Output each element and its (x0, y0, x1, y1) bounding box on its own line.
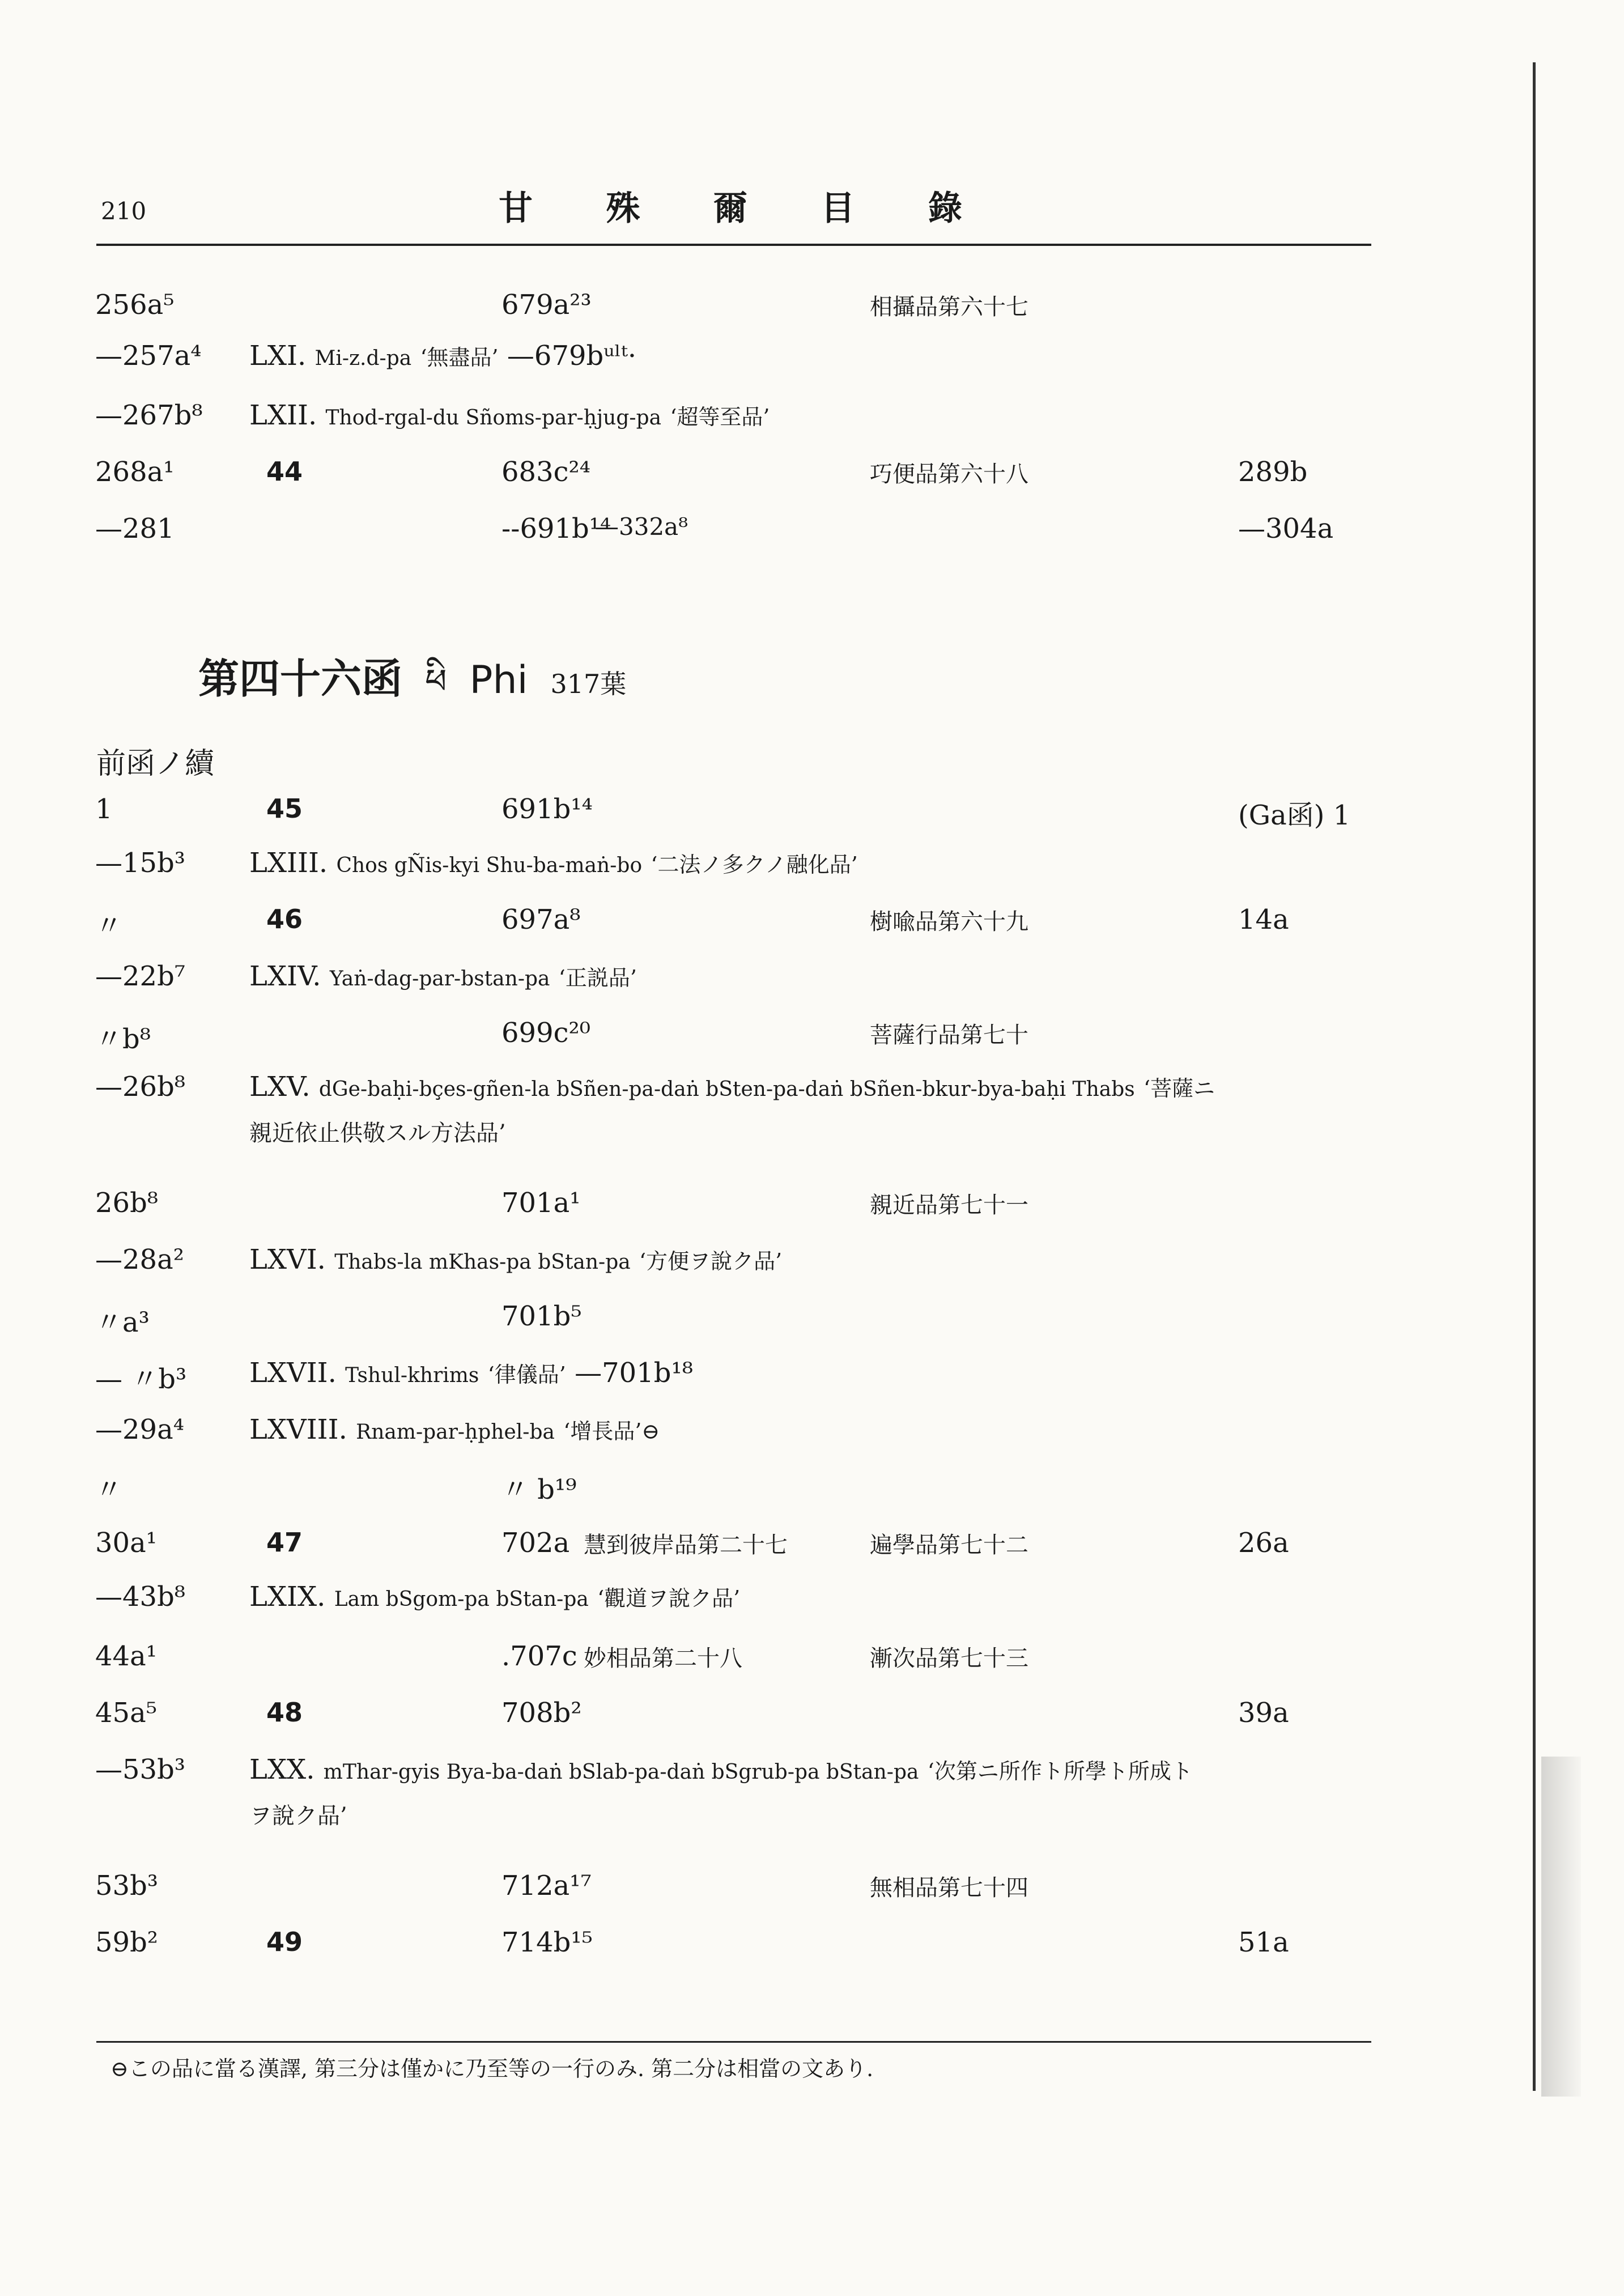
folio-ref: —43b⁸ (95, 1581, 186, 1613)
folio-ref: 45a⁵ (95, 1697, 157, 1729)
table-row (0, 1357, 1624, 1402)
japanese-title: ‘觀道ヲ說ク品’ (597, 1586, 741, 1611)
section-title: 第四十六函 (198, 655, 403, 703)
roman-numeral: LXIX. (249, 1581, 326, 1613)
chapter-entry (249, 847, 858, 879)
chapter-entry (249, 960, 637, 992)
roman-numeral: LXX. (249, 1754, 315, 1785)
section-leaves: 317葉 (550, 669, 627, 699)
second-ref: —332a⁸ (595, 513, 688, 541)
japanese-title: ‘次第ニ所作ト所學ト所成ト (927, 1759, 1193, 1784)
running-title-char: 目 (820, 189, 856, 228)
footnote-rule (96, 2041, 1371, 2043)
volume-number: 45 (266, 793, 303, 824)
table-row (0, 904, 1624, 949)
volume-number: 49 (266, 1927, 303, 1957)
folio-ref: 1 (95, 793, 113, 825)
taisho-ref: 701a¹ (501, 1187, 581, 1219)
folio-ref: 〃 (95, 910, 123, 942)
chapter-entry (249, 399, 770, 431)
table-row (0, 289, 1624, 334)
chinese-chapter: 親近品第七十一 (870, 1192, 1028, 1218)
inline-ref: —701b¹⁸ (575, 1357, 693, 1389)
table-row (0, 1468, 1624, 1513)
tibetan-title: Mi-z.d-pa (314, 347, 412, 370)
tibetan-title: Rnam-par-ḥphel-ba (356, 1421, 555, 1444)
taisho-ref: .707c (501, 1640, 577, 1672)
taisho-ref: 679a²³ (501, 289, 592, 321)
tibetan-title: Lam bSgom-pa bStan-pa (334, 1588, 589, 1611)
folio-ref: —53b³ (95, 1754, 186, 1785)
taisho-ref: 683c²⁴ (501, 456, 590, 488)
folio-ref: 〃a³ (95, 1307, 150, 1338)
folio-ref: —15b³ (95, 847, 186, 879)
chinese-chapter: 菩薩行品第七十 (870, 1022, 1028, 1048)
taisho-ref: 712a¹⁷ (501, 1870, 592, 1902)
section-subheading: 前函ノ續 (96, 747, 215, 781)
folio-ref: —267b⁸ (95, 399, 203, 431)
table-row (0, 399, 1624, 445)
running-title-char: 錄 (928, 189, 963, 228)
volume-number: 47 (266, 1527, 303, 1558)
taisho-ref: 714b¹⁵ (501, 1927, 593, 1958)
roman-numeral: LXI. (249, 340, 307, 372)
table-row (0, 1640, 1624, 1686)
tibetan-letter: ཕི (425, 662, 447, 701)
chapter-entry (249, 1244, 782, 1275)
table-row (0, 1017, 1624, 1062)
tibetan-title: Tshul-khrims (345, 1364, 479, 1387)
folio-ref: —281 (95, 513, 175, 545)
folio-ref: 53b³ (95, 1870, 159, 1902)
volume-number: 48 (266, 1697, 303, 1728)
roman-numeral: LXVII. (249, 1357, 337, 1389)
table-row (0, 793, 1624, 839)
table-row (0, 847, 1624, 892)
section-code: Phi (469, 658, 528, 703)
taisho-ref: 691b¹⁴ (501, 793, 593, 825)
footnote: ⊖この品に當る漢譯, 第三分は僅かに乃至等の一行のみ. 第二分は相當の文あり. (110, 2056, 874, 2081)
tibetan-title: dGe-baḥi-bçes-gñen-la bSñen-pa-daṅ bSten-pa-daṅ bSñen-bkur-bya-baḥi Thabs (318, 1078, 1135, 1101)
volume-number: 44 (266, 456, 303, 487)
table-row (0, 960, 1624, 1006)
roman-numeral: LXVI. (249, 1244, 326, 1275)
table-row (0, 1754, 1624, 1829)
chapter-entry (249, 1357, 693, 1389)
roman-numeral: LXV. (249, 1071, 311, 1103)
running-title-char: 殊 (606, 189, 641, 228)
third-ref: 14a (1238, 904, 1289, 936)
continuation-line: ヲ說ク品’ (249, 1803, 347, 1829)
folio-ref: 26b⁸ (95, 1187, 159, 1219)
table-row (0, 1927, 1624, 1972)
taisho-ref: 699c²⁰ (501, 1017, 590, 1049)
japanese-title: ‘超等至品’ (670, 405, 770, 430)
roman-numeral: LXVIII. (249, 1414, 347, 1445)
table-row (0, 1870, 1624, 1915)
running-title (499, 181, 963, 230)
section-heading (198, 643, 626, 739)
japanese-title: ‘律儀品’ (487, 1362, 566, 1387)
table-row (0, 513, 1624, 558)
folio-ref: —22b⁷ (95, 960, 186, 992)
chinese-chapter-b: 漸次品第七十三 (870, 1646, 1028, 1672)
table-row (0, 1071, 1624, 1146)
roman-numeral: LXIII. (249, 847, 328, 879)
tibetan-title: Yaṅ-dag-par-bstan-pa (329, 967, 550, 990)
chapter-entry (249, 1414, 660, 1445)
third-ref: 26a (1238, 1527, 1289, 1559)
third-ref: (Ga函) 1 (1238, 800, 1351, 831)
folio-ref: —26b⁸ (95, 1071, 186, 1103)
folio-ref: — 〃b³ (95, 1363, 187, 1395)
folio-ref: 59b² (95, 1927, 159, 1958)
third-ref: 289b (1238, 456, 1308, 488)
folio-ref: —28a² (95, 1244, 184, 1275)
roman-numeral: LXIV. (249, 960, 321, 992)
chapter-entry (249, 1581, 740, 1613)
taisho-ref: 708b² (501, 1697, 582, 1729)
table-row (0, 1527, 1624, 1572)
japanese-title: ‘二法ノ多クノ融化品’ (651, 852, 858, 877)
chinese-chapter-b: 遍學品第七十二 (870, 1532, 1028, 1558)
taisho-ref: 697a⁸ (501, 904, 581, 936)
folio-ref: 44a¹ (95, 1640, 157, 1672)
volume-number: 46 (266, 904, 303, 934)
table-row (0, 1187, 1624, 1232)
japanese-title: ‘無盡品’ (420, 345, 499, 370)
third-ref: 51a (1238, 1927, 1289, 1958)
folio-ref: 〃b⁸ (95, 1023, 151, 1055)
chinese-chapter-a: 慧到彼岸品第二十七 (584, 1532, 788, 1558)
chapter-entry (249, 1754, 1193, 1785)
japanese-title: ‘增長品’⊖ (563, 1419, 660, 1444)
taisho-ref: 702a (501, 1527, 570, 1559)
chinese-chapter: 相攝品第六十七 (870, 294, 1028, 320)
japanese-title: ‘菩薩ニ (1143, 1076, 1215, 1101)
japanese-title: ‘方便ヲ說ク品’ (639, 1249, 783, 1274)
tibetan-title: Chos gÑis-kyi Shu-ba-maṅ-bo (336, 854, 643, 877)
chinese-chapter: 樹喩品第六十九 (870, 909, 1028, 935)
folio-ref: 〃 (95, 1474, 123, 1506)
table-row (0, 1300, 1624, 1346)
inline-ref: —679bᵘˡᵗ· (507, 340, 637, 372)
table-row (0, 1244, 1624, 1289)
table-row (0, 1581, 1624, 1626)
chapter-entry (249, 1071, 1215, 1103)
continuation-line: 親近依止供敬スル方法品’ (249, 1120, 506, 1146)
tibetan-title: Thabs-la mKhas-pa bStan-pa (334, 1251, 631, 1274)
tibetan-title: Thod-rgal-du Sñoms-par-ḥjug-pa (325, 406, 662, 430)
table-row (0, 340, 1624, 385)
folio-ref: 256a⁵ (95, 289, 175, 321)
chinese-chapter: 巧便品第六十八 (870, 461, 1028, 487)
header-rule (96, 244, 1371, 246)
page-number: 210 (101, 197, 147, 225)
japanese-title: ‘正説品’ (558, 966, 637, 990)
chinese-chapter: 無相品第七十四 (870, 1875, 1028, 1901)
third-ref: —304a (1238, 513, 1334, 545)
tibetan-title: mThar-gyis Bya-ba-daṅ bSlab-pa-daṅ bSgrub-pa bStan-pa (323, 1761, 919, 1784)
folio-ref: 30a¹ (95, 1527, 157, 1559)
taisho-ref: 701b⁵ (501, 1300, 582, 1332)
table-row (0, 456, 1624, 501)
running-title-char: 甘 (499, 189, 534, 228)
chinese-chapter-a: 妙相品第二十八 (584, 1646, 742, 1672)
roman-numeral: LXII. (249, 399, 317, 431)
table-row (0, 1697, 1624, 1742)
third-ref: 39a (1238, 1697, 1289, 1729)
chapter-entry (249, 340, 636, 372)
table-row (0, 1414, 1624, 1459)
taisho-ref: --691b¹⁴ (501, 513, 611, 545)
running-title-char: 爾 (713, 189, 749, 228)
folio-ref: —29a⁴ (95, 1414, 184, 1445)
taisho-ref: 〃 b¹⁹ (501, 1474, 577, 1506)
folio-ref: —257a⁴ (95, 340, 202, 372)
folio-ref: 268a¹ (95, 456, 175, 488)
